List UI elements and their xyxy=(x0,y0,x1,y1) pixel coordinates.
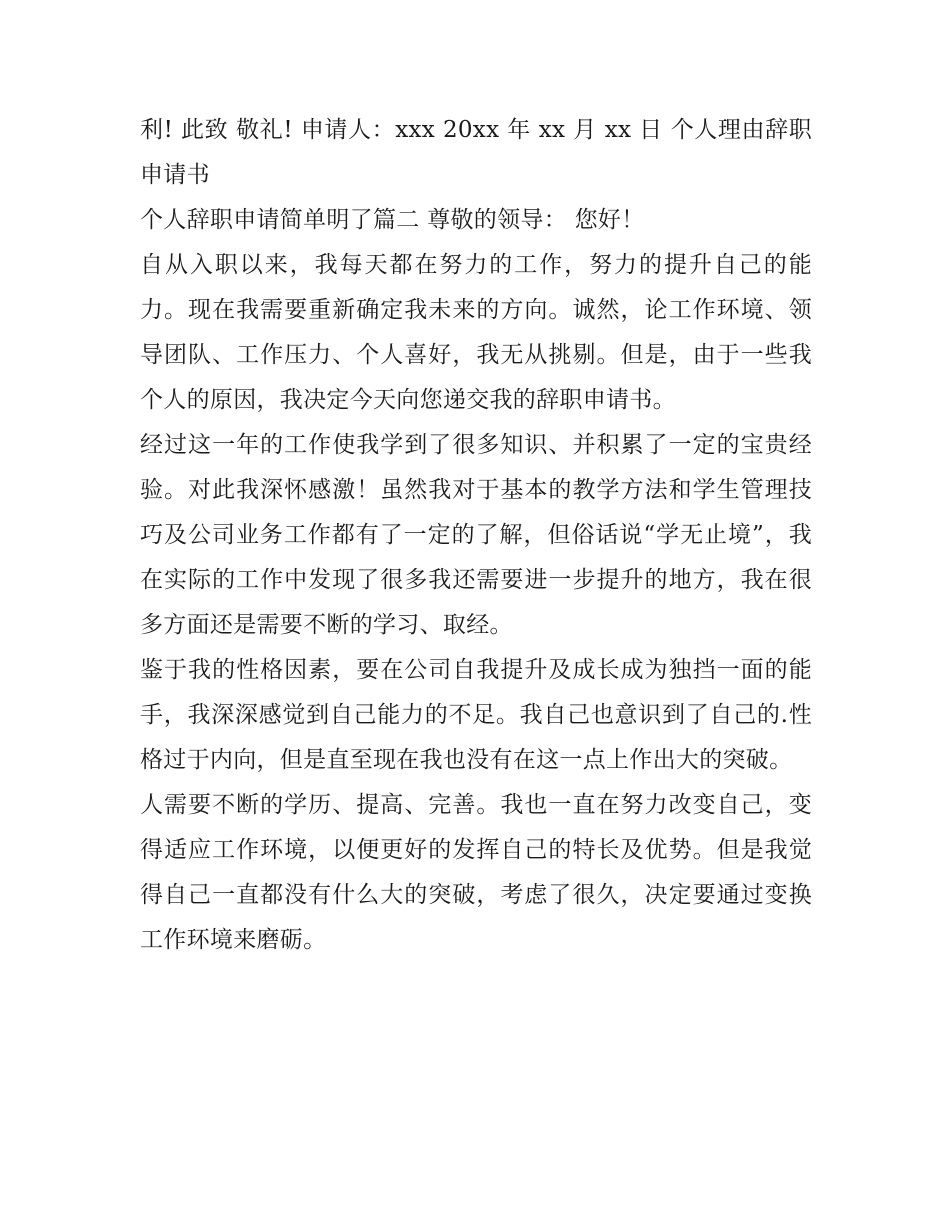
document-body xyxy=(140,108,812,963)
paragraph-salutation: 个人辞职申请简单明了篇二 尊敬的领导： 您好！ xyxy=(140,207,645,233)
paragraph-closing-and-title: 利! 此致 敬礼! 申请人：xxx 20xx 年 xx 月 xx 日 个人理由辞职申请书 xyxy=(140,117,812,188)
paragraph-body-1: 自从入职以来，我每天都在努力的工作，努力的提升自己的能力。现在我需要重新确定我未来的方向。诚然，论工作环境、领导团队、工作压力、个人喜好，我无从挑剔。但是，由于一些我个人的原因，我决定今天向您递交我的辞职申请书。 xyxy=(140,252,812,413)
paragraph-body-4: 人需要不断的学历、提高、完善。我也一直在努力改变自己，变得适应工作环境，以便更好的发挥自己的特长及优势。但是我觉得自己一直都没有什么大的突破，考虑了很久，决定要通过变换工作环境来磨砺。 xyxy=(140,792,812,953)
paragraph-body-3: 鉴于我的性格因素，要在公司自我提升及成长成为独挡一面的能手，我深深感觉到自己能力的不足。我自己也意识到了自己的.性格过于内向，但是直至现在我也没有在这一点上作出大的突破。 xyxy=(140,657,812,773)
paragraph-body-2: 经过这一年的工作使我学到了很多知识、并积累了一定的宝贵经验。对此我深怀感激！虽然我对于基本的教学方法和学生管理技巧及公司业务工作都有了一定的了解，但俗话说“学无止境”，我在实际的工作中发现了很多我还需要进一步提升的地方，我在很多方面还是需要不断的学习、取经。 xyxy=(140,432,812,638)
